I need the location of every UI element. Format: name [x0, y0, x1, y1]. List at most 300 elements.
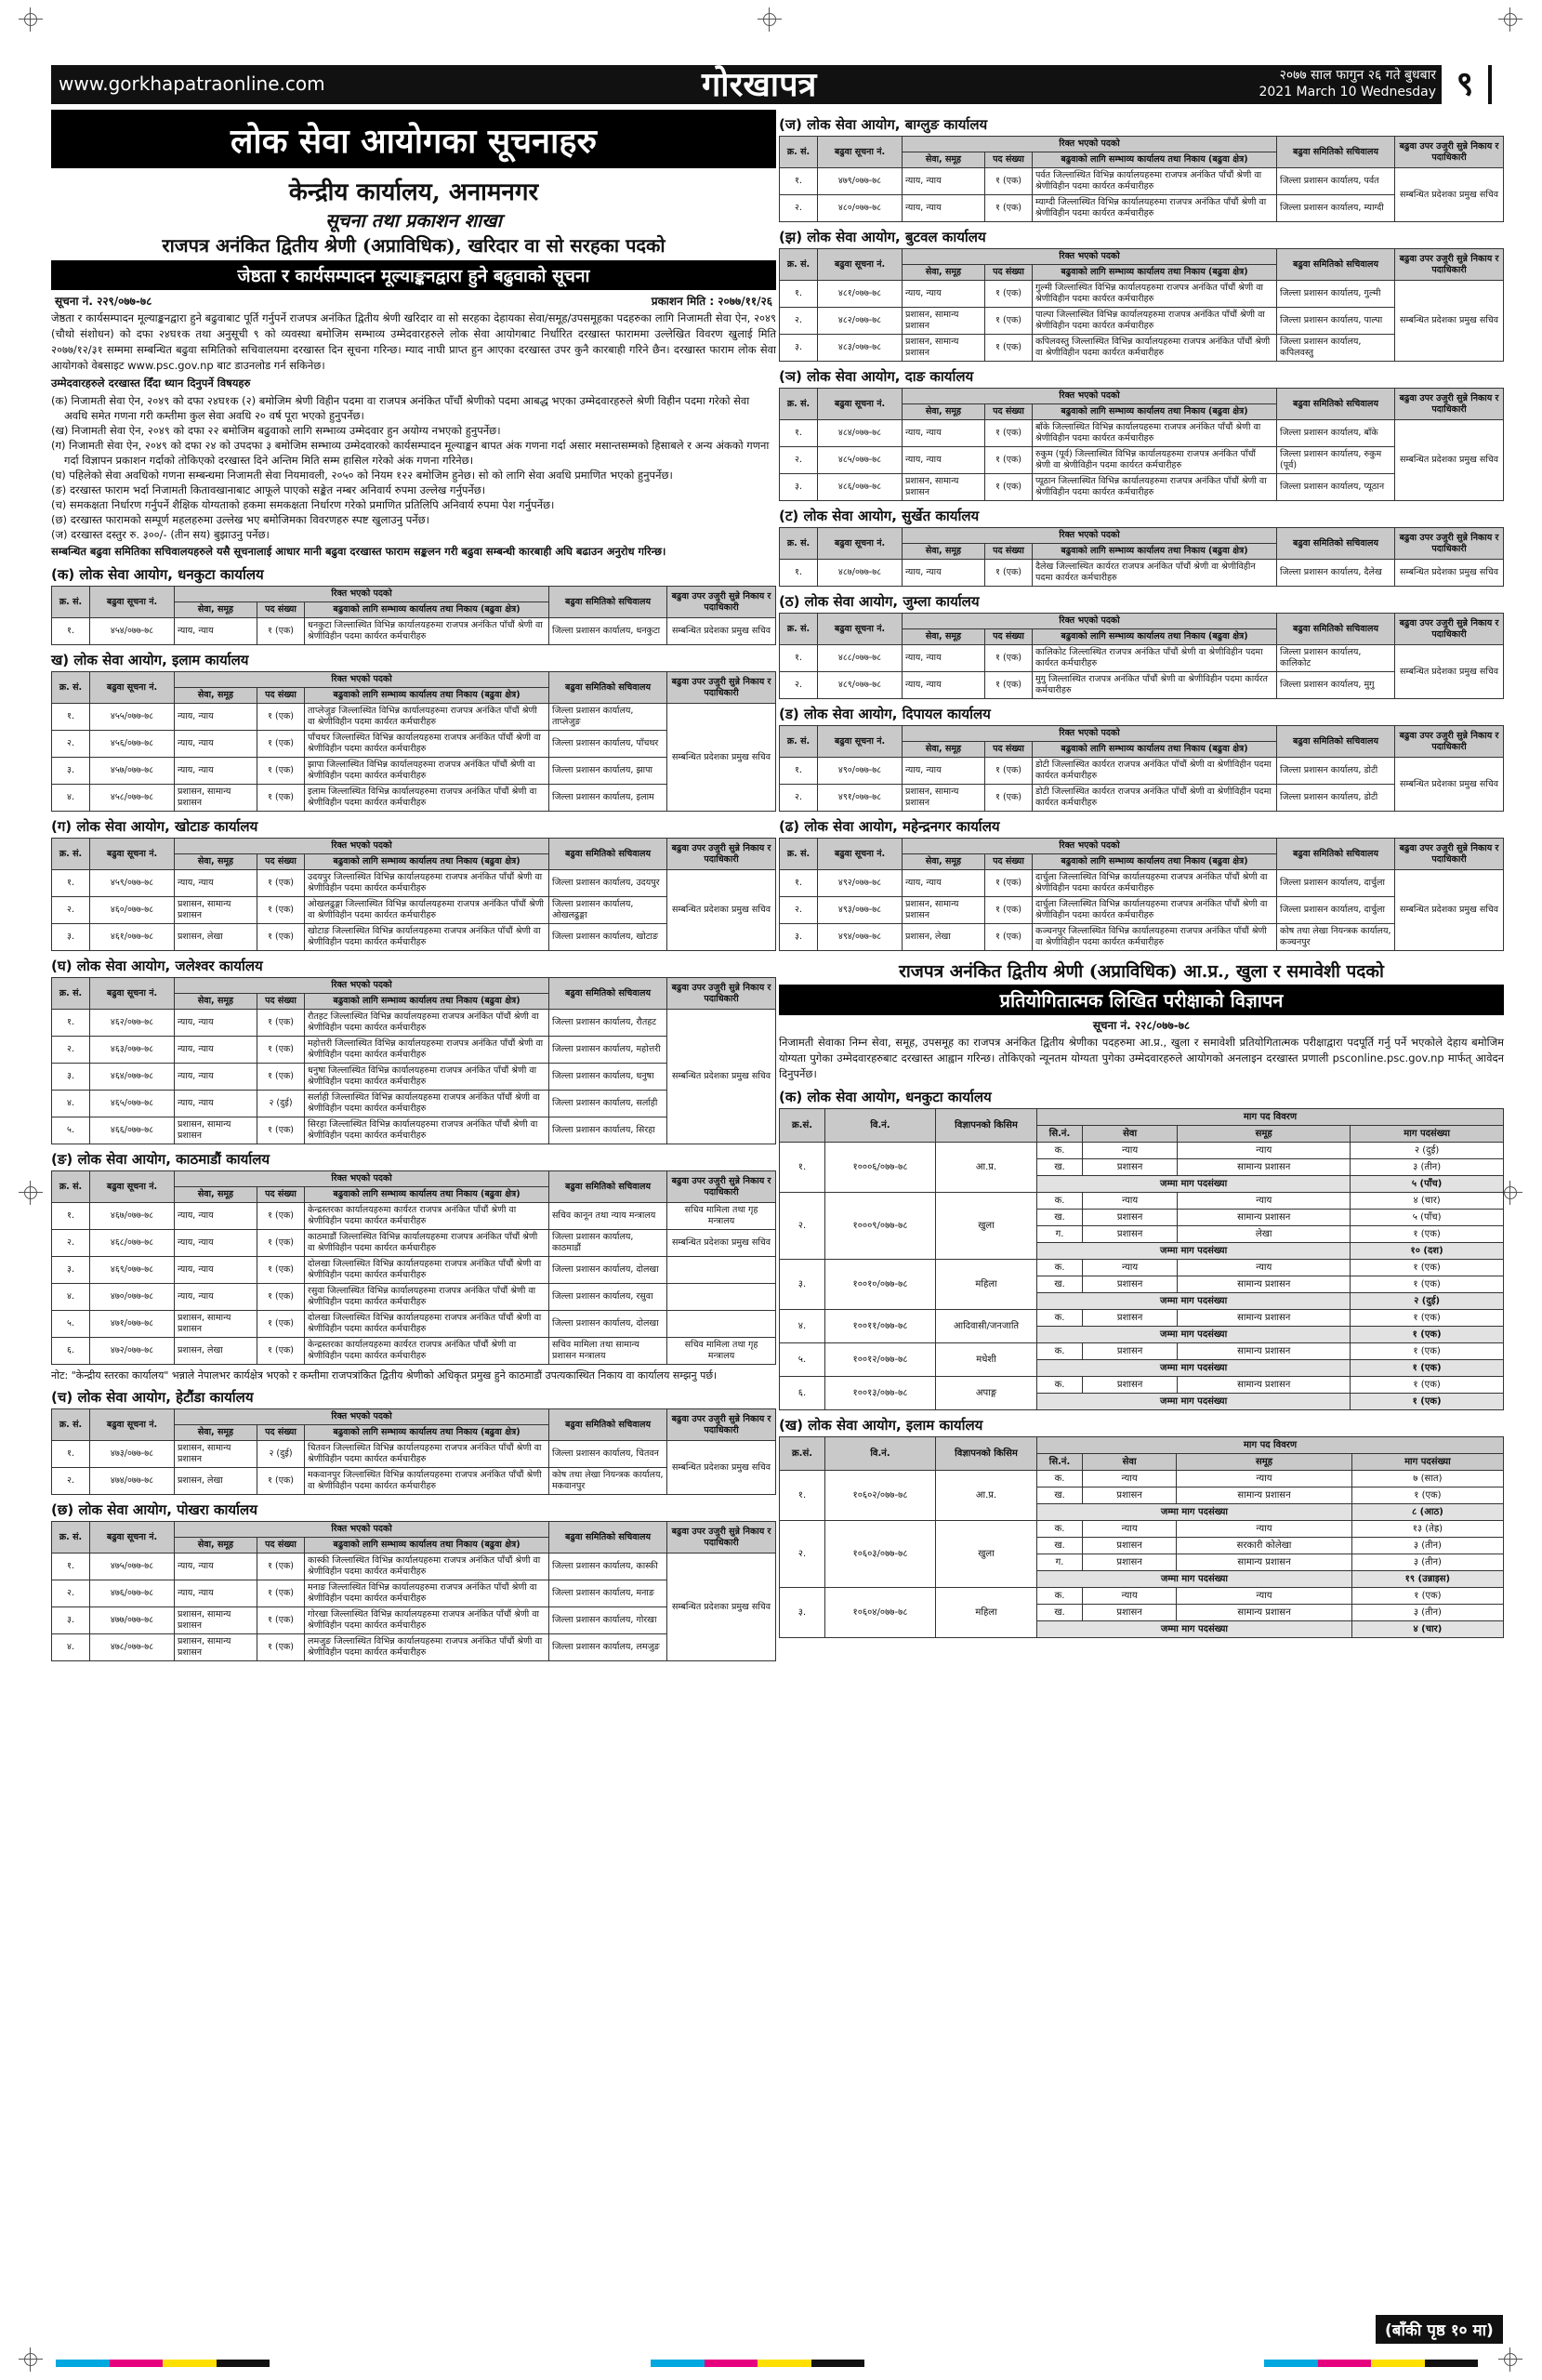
table-cell: जिल्ला प्रशासन कार्यालय, गुल्मी — [1277, 281, 1395, 308]
appeal-cell: सम्बन्धित प्रदेशका प्रमुख सचिव — [667, 704, 776, 812]
column-header: पद संख्या — [985, 265, 1033, 281]
column-header: बढुवाको लागि सम्भाव्य कार्यालय तथा निकाय (बढुवा क्षेत्र) — [1033, 544, 1277, 560]
column-header: बढुवा समितिको सचिवालय — [1277, 614, 1395, 645]
column-header: रिक्त भएको पदको — [175, 1409, 549, 1425]
total-label: जम्मा माग पदसंख्या — [1037, 1243, 1351, 1260]
table-cell: ४५९/०७७-७८ — [90, 870, 175, 897]
office-section — [779, 367, 1504, 501]
table-cell: १ (एक) — [257, 1284, 305, 1311]
table-cell: जिल्ला प्रशासन कार्यालय, दोलखा — [549, 1257, 667, 1284]
total-value: ८ (आठ) — [1351, 1504, 1503, 1521]
table-cell: ४५७/०७७-७८ — [90, 758, 175, 785]
table-cell: ५ (पाँच) — [1351, 1210, 1504, 1226]
column-header: बढुवा उपर उजुरी सुन्ने निकाय र पदाधिकारी — [1395, 839, 1504, 870]
table-cell: काठमाडौं जिल्लास्थित विभिन्न कार्यालयहरुमा राजपत्र अनंकित पाँचौं श्रेणी वा श्रेणीविहीन पदमा कार्यरत कर्मचारीहरु — [305, 1230, 549, 1257]
column-header: बढुवा समितिको सचिवालय — [549, 839, 667, 870]
section-title: (ख) लोक सेवा आयोग, इलाम कार्यालय — [779, 1417, 983, 1434]
swatch-magenta — [705, 2360, 758, 2367]
table-cell: ४. — [780, 1310, 825, 1343]
table-cell: ४७१/०७७-७८ — [90, 1311, 175, 1338]
table-cell: ३ (तीन) — [1351, 1554, 1503, 1571]
table-cell: आदिवासी/जनजाति — [936, 1310, 1037, 1343]
table-cell: प्रशासन — [1083, 1210, 1178, 1226]
table-cell: क. — [1037, 1260, 1083, 1276]
table-cell: जिल्ला प्रशासन कार्यालय, खोटाङ — [549, 924, 667, 951]
table-cell: प्रशासन, सामान्य प्रशासन — [175, 1441, 257, 1468]
office-section — [51, 1388, 776, 1495]
table-cell: न्याय, न्याय — [903, 645, 985, 672]
section-title: (घ) लोक सेवा आयोग, जलेश्वर कार्यालय — [51, 958, 263, 974]
color-bar — [651, 2360, 864, 2367]
table-cell: १ (एक) — [257, 758, 305, 785]
table-cell: १. — [780, 1143, 825, 1193]
table-cell: २ (दुई) — [1351, 1143, 1504, 1159]
column-header: रिक्त भएको पदको — [175, 839, 549, 854]
table-cell: डोटी जिल्लास्थित कार्यरत राजपत्र अनंकित पाँचौं श्रेणी वा श्रेणीविहीन पदमा कार्यरत कर्मचारीहरु — [1033, 785, 1277, 812]
table-cell: जिल्ला प्रशासन कार्यालय, पाँचथर — [549, 731, 667, 758]
office-section — [51, 957, 776, 1144]
table-cell: १ (एक) — [1351, 1488, 1503, 1504]
table-cell: ४८७/०७७-७८ — [818, 560, 903, 587]
table-cell: १ (एक) — [257, 1064, 305, 1091]
table-cell: १ (एक) — [257, 618, 305, 645]
registration-mark — [1498, 7, 1522, 32]
table-cell: प्रशासन, लेखा — [175, 1468, 257, 1495]
column-header: बढुवा समितिको सचिवालय — [549, 978, 667, 1010]
table-cell: जिल्ला प्रशासन कार्यालय, कालिकोट — [1277, 645, 1395, 672]
appeal-cell — [667, 1311, 776, 1338]
table-cell: ६. — [780, 1377, 825, 1410]
total-value: १ (एक) — [1351, 1327, 1504, 1343]
swatch-cyan — [1264, 2360, 1318, 2367]
table-cell: न्याय — [1178, 1143, 1351, 1159]
table-row — [780, 281, 1504, 308]
table-cell: १. — [52, 870, 90, 897]
table-cell: प्रशासन — [1083, 1343, 1178, 1360]
table-cell: ५. — [52, 1117, 90, 1144]
table-cell: ३. — [52, 1607, 90, 1634]
table-cell: सामान्य प्रशासन — [1178, 1276, 1351, 1293]
column-header: बढुवा समितिको सचिवालय — [549, 587, 667, 618]
column-header: बढुवा उपर उजुरी सुन्ने निकाय र पदाधिकारी — [667, 1409, 776, 1441]
table-cell: १ (एक) — [257, 897, 305, 924]
promotion-table — [51, 671, 776, 812]
table-cell: ३ (तीन) — [1351, 1159, 1504, 1176]
table-cell: १ (एक) — [985, 447, 1033, 474]
column-header: बढुवाको लागि सम्भाव्य कार्यालय तथा निकाय (बढुवा क्षेत्र) — [305, 602, 549, 618]
table-cell: गोरखा जिल्लास्थित विभिन्न कार्यालयहरुमा राजपत्र अनंकित पाँचौं श्रेणी वा श्रेणीविहीन पदमा कार्यरत कर्मचारीहरु — [305, 1607, 549, 1634]
table-cell: ४७३/०७७-७८ — [90, 1441, 175, 1468]
table-cell: प्रशासन — [1083, 1276, 1178, 1293]
promotion-table — [779, 613, 1504, 699]
website-url[interactable]: www.gorkhapatraonline.com — [59, 73, 325, 95]
table-cell: मधेशी — [936, 1343, 1037, 1377]
column-header: बढुवा सूचना नं. — [90, 978, 175, 1010]
column-header: सेवा, समूह — [903, 265, 985, 281]
column-header: पद संख्या — [257, 1187, 305, 1203]
table-cell: १ (एक) — [1351, 1310, 1504, 1327]
table-cell: १ (एक) — [257, 1037, 305, 1064]
table-cell: ४६६/०७७-७८ — [90, 1117, 175, 1144]
table-cell: १०००९/०७७-७८ — [825, 1193, 936, 1260]
table-row — [780, 1343, 1504, 1360]
column-header: सेवा, समूह — [903, 742, 985, 758]
table-cell: जिल्ला प्रशासन कार्यालय, ओखलढुङ्गा — [549, 897, 667, 924]
column-header: बढुवा समितिको सचिवालय — [1277, 839, 1395, 870]
table-cell: १. — [780, 645, 818, 672]
table-cell: ४७४/०७७-७८ — [90, 1468, 175, 1495]
column-header: क्र. सं. — [52, 978, 90, 1010]
column-header: पद संख्या — [985, 742, 1033, 758]
registration-mark — [19, 7, 43, 32]
column-header: सेवा — [1083, 1126, 1178, 1143]
section-title: (क) लोक सेवा आयोग, धनकुटा कार्यालय — [779, 1089, 992, 1105]
table-cell: १ (एक) — [985, 785, 1033, 812]
right-column — [779, 110, 1504, 1638]
table-cell: क. — [1037, 1343, 1083, 1360]
section-title: (ङ) लोक सेवा आयोग, काठमाडौं कार्यालय — [51, 1151, 270, 1168]
column-header: बढुवा उपर उजुरी सुन्ने निकाय र पदाधिकारी — [1395, 528, 1504, 560]
table-cell: जिल्ला प्रशासन कार्यालय, धनकुटा — [549, 618, 667, 645]
column-header: सेवा, समूह — [903, 152, 985, 168]
table-cell: जिल्ला प्रशासन कार्यालय, मनाङ — [549, 1580, 667, 1607]
table-cell: जिल्ला प्रशासन कार्यालय, सर्लाही — [549, 1091, 667, 1117]
table-cell: रौतहट जिल्लास्थित विभिन्न कार्यालयहरुमा राजपत्र अनंकित पाँचौं श्रेणी वा श्रेणीविहीन पदमा कार्यरत कर्मचारीहरु — [305, 1010, 549, 1037]
column-header: रिक्त भएको पदको — [903, 389, 1277, 404]
table-cell: केन्द्रस्तरका कार्यालयहरुमा कार्यरत राजपत्र अनंकित पाँचौं श्रेणी वा श्रेणीविहीन पदमा कार्यरत कर्मचारीहरु — [305, 1203, 549, 1230]
table-cell: प्रशासन, लेखा — [175, 1338, 257, 1365]
table-cell: सिरहा जिल्लास्थित विभिन्न कार्यालयहरुमा राजपत्र अनंकित पाँचौं श्रेणी वा श्रेणीविहीन पदमा कार्यरत कर्मचारीहरु — [305, 1117, 549, 1144]
table-cell: १ (एक) — [257, 1554, 305, 1580]
table-cell: १ (एक) — [1351, 1226, 1504, 1243]
table-cell: जिल्ला प्रशासन कार्यालय, उदयपुर — [549, 870, 667, 897]
newspaper-header — [51, 65, 1492, 104]
table-cell: १. — [780, 560, 818, 587]
table-cell: कास्की जिल्लास्थित विभिन्न कार्यालयहरुमा राजपत्र अनंकित पाँचौं श्रेणी वा श्रेणीविहीन पदमा कार्यरत कर्मचारीहरु — [305, 1554, 549, 1580]
table-row — [780, 1260, 1504, 1276]
column-header: बढुवा उपर उजुरी सुन्ने निकाय र पदाधिकारी — [1395, 726, 1504, 758]
table-cell: न्याय, न्याय — [903, 281, 985, 308]
table-cell: ५. — [52, 1311, 90, 1338]
table-cell: १३ (तेह्र) — [1351, 1521, 1503, 1538]
table-cell: दार्चुला जिल्लास्थित विभिन्न कार्यालयहरुमा राजपत्र अनंकित पाँचौं श्रेणी वा श्रेणीविहीन पदमा कार्यरत कर्मचारीहरु — [1033, 870, 1277, 897]
column-header: क्र. सं. — [780, 528, 818, 560]
column-header: पद संख्या — [257, 602, 305, 618]
table-cell: न्याय — [1177, 1521, 1352, 1538]
table-cell: १ (एक) — [257, 1203, 305, 1230]
total-value: १ (एक) — [1351, 1360, 1504, 1377]
table-row — [780, 420, 1504, 447]
office-section — [51, 1501, 776, 1661]
appeal-cell: सम्बन्धित प्रदेशका प्रमुख सचिव — [1395, 870, 1504, 951]
table-cell: क. — [1037, 1310, 1083, 1327]
table-cell: ४६३/०७७-७८ — [90, 1037, 175, 1064]
table-cell: ४७७/०७७-७८ — [90, 1607, 175, 1634]
column-header: रिक्त भएको पदको — [175, 587, 549, 602]
table-cell: न्याय, न्याय — [175, 1010, 257, 1037]
table-cell: खुला — [936, 1193, 1037, 1260]
table-cell: जिल्ला प्रशासन कार्यालय, बाँके — [1277, 420, 1395, 447]
table-row — [780, 1521, 1504, 1538]
table-cell: १०००६/०७७-७८ — [825, 1143, 936, 1193]
swatch-black — [217, 2360, 270, 2367]
table-cell: १ (एक) — [985, 168, 1033, 195]
table-cell: जिल्ला प्रशासन कार्यालय, दार्चुला — [1277, 897, 1395, 924]
column-header: विज्ञापनको किसिम — [936, 1437, 1037, 1471]
table-cell: प्रशासन — [1083, 1538, 1177, 1554]
table-cell: ४७८/०७७-७८ — [90, 1634, 175, 1661]
table-cell: १ (एक) — [985, 281, 1033, 308]
table-cell: न्याय, न्याय — [175, 1284, 257, 1311]
column-header: रिक्त भएको पदको — [175, 672, 549, 688]
column-header: क्र. सं. — [52, 1409, 90, 1441]
date-english: 2021 March 10 Wednesday — [1259, 85, 1436, 99]
table-cell: ४६५/०७७-७८ — [90, 1091, 175, 1117]
table-cell: ४८१/०७७-७८ — [818, 281, 903, 308]
exam-notice-no: सूचना नं. २२८/०७७-७८ — [1092, 1019, 1191, 1032]
column-header: बढुवाको लागि सम्भाव्य कार्यालय तथा निकाय (बढुवा क्षेत्र) — [1033, 152, 1277, 168]
table-cell: ४८२/०७७-७८ — [818, 308, 903, 335]
table-cell: १. — [780, 758, 818, 785]
table-cell: रुकुम (पूर्व) जिल्लास्थित विभिन्न कार्यालयहरुमा राजपत्र अनंकित पाँचौं श्रेणी वा श्रेणीविहीन पदमा कार्यरत कर्मचारीहरु — [1033, 447, 1277, 474]
column-header: माग पदसंख्या — [1351, 1454, 1503, 1471]
table-cell: प्रशासन, लेखा — [903, 924, 985, 951]
column-header: बढुवा सूचना नं. — [90, 587, 175, 618]
table-cell: १. — [780, 168, 818, 195]
column-header: क्र. सं. — [780, 726, 818, 758]
column-header: बढुवा समितिको सचिवालय — [549, 1171, 667, 1203]
table-cell: ४८६/०७७-७८ — [818, 474, 903, 501]
table-cell: जिल्ला प्रशासन कार्यालय, धनुषा — [549, 1064, 667, 1091]
total-label: जम्मा माग पदसंख्या — [1037, 1327, 1351, 1343]
column-header: बढुवाको लागि सम्भाव्य कार्यालय तथा निकाय (बढुवा क्षेत्र) — [305, 854, 549, 870]
column-header: सेवा, समूह — [903, 854, 985, 870]
column-header: पद संख्या — [257, 1538, 305, 1554]
table-cell: महोत्तरी जिल्लास्थित विभिन्न कार्यालयहरुमा राजपत्र अनंकित पाँचौं श्रेणी वा श्रेणीविहीन पदमा कार्यरत कर्मचारीहरु — [305, 1037, 549, 1064]
table-row — [780, 645, 1504, 672]
column-header: बढुवा समितिको सचिवालय — [1277, 528, 1395, 560]
section-title: (ग) लोक सेवा आयोग, खोटाङ कार्यालय — [51, 818, 258, 835]
table-row — [52, 1338, 776, 1365]
table-cell: १ (एक) — [257, 1311, 305, 1338]
table-cell: न्याय, न्याय — [175, 1580, 257, 1607]
column-header: सेवा, समूह — [175, 994, 257, 1010]
table-cell: कञ्चनपुर जिल्लास्थित विभिन्न कार्यालयहरुमा राजपत्र अनंकित पाँचौं श्रेणी वा श्रेणीविहीन पदमा कार्यरत कर्मचारीहरु — [1033, 924, 1277, 951]
table-cell: जिल्ला प्रशासन कार्यालय, चितवन — [549, 1441, 667, 1468]
registration-mark — [19, 2347, 43, 2372]
instruction-item: (क) निजामती सेवा ऐन, २०४९ को दफा २४घ१क (२) बमोजिम श्रेणी विहीन पदमा वा राजपत्र अनंकित पाँचौं श्रेणीको पदमा आबद्ध भएका उम्मेदवारहरुले श्रेणी विहीन पदमा गरेको सेवा अवधि समेत गणना गरी कम्तीमा कुल सेवा अवधि २० वर्ष पूरा भएको हुनुपर्नेछ। — [51, 394, 750, 422]
table-cell: आ.प्र. — [936, 1471, 1037, 1521]
table-cell: जिल्ला प्रशासन कार्यालय, प्यूठान — [1277, 474, 1395, 501]
instruction-item: (ख) निजामती सेवा ऐन, २०४९ को दफा २२ बमोजिम बढुवाको लागि सम्भाव्य उम्मेदवार हुन अयोग्य नभएको हुनुपर्नेछ। — [51, 424, 501, 437]
column-header: रिक्त भएको पदको — [175, 978, 549, 994]
column-header: पद संख्या — [985, 854, 1033, 870]
table-cell: १ (एक) — [257, 924, 305, 951]
table-cell: ४५८/०७७-७८ — [90, 785, 175, 812]
column-header: पद संख्या — [257, 854, 305, 870]
table-cell: १ (एक) — [257, 1607, 305, 1634]
column-header: बढुवा उपर उजुरी सुन्ने निकाय र पदाधिकारी — [1395, 137, 1504, 168]
column-header: सेवा, समूह — [175, 1538, 257, 1554]
table-cell: १ (एक) — [257, 1580, 305, 1607]
column-header: बढुवाको लागि सम्भाव्य कार्यालय तथा निकाय (बढुवा क्षेत्र) — [305, 688, 549, 704]
table-cell: कोष तथा लेखा नियन्त्रक कार्यालय, मकवानपुर — [549, 1468, 667, 1495]
table-cell: जिल्ला प्रशासन कार्यालय, महोत्तरी — [549, 1037, 667, 1064]
column-header: पद संख्या — [985, 629, 1033, 645]
column-header: बढुवा उपर उजुरी सुन्ने निकाय र पदाधिकारी — [667, 1522, 776, 1554]
table-cell: न्याय, न्याय — [903, 447, 985, 474]
column-header: पद संख्या — [985, 404, 1033, 420]
table-cell: प्यूठान जिल्लास्थित विभिन्न कार्यालयहरुमा राजपत्र अनंकित पाँचौं श्रेणी वा श्रेणीविहीन पदमा कार्यरत कर्मचारीहरु — [1033, 474, 1277, 501]
table-row — [52, 870, 776, 897]
table-cell: १ (एक) — [985, 474, 1033, 501]
table-row — [52, 1284, 776, 1311]
table-row — [52, 1554, 776, 1580]
column-header: रिक्त भएको पदको — [903, 726, 1277, 742]
table-cell: १. — [52, 618, 90, 645]
table-cell: २. — [780, 672, 818, 699]
table-cell: ४६०/०७७-७८ — [90, 897, 175, 924]
table-cell: ख. — [1037, 1210, 1083, 1226]
table-cell: धनकुटा जिल्लास्थित विभिन्न कार्यालयहरुमा राजपत्र अनंकित पाँचौं श्रेणी वा श्रेणीविहीन पदमा कार्यरत कर्मचारीहरु — [305, 618, 549, 645]
column-header: बढुवा सूचना नं. — [818, 528, 903, 560]
table-cell: ताप्लेजुङ जिल्लास्थित विभिन्न कार्यालयहरुमा राजपत्र अनंकित पाँचौं श्रेणी वा श्रेणीविहीन पदमा कार्यरत कर्मचारीहरु — [305, 704, 549, 731]
column-header: सि.नं. — [1037, 1454, 1083, 1471]
table-cell: मकवानपुर जिल्लास्थित विभिन्न कार्यालयहरुमा राजपत्र अनंकित पाँचौं श्रेणी वा श्रेणीविहीन पदमा कार्यरत कर्मचारीहरु — [305, 1468, 549, 1495]
column-header: पद संख्या — [257, 688, 305, 704]
table-row — [780, 1377, 1504, 1394]
office-section — [779, 228, 1504, 362]
table-cell: क. — [1037, 1471, 1083, 1488]
table-cell: कपिलवस्तु जिल्लास्थित विभिन्न कार्यालयहरुमा राजपत्र अनंकित पाँचौं श्रेणी वा श्रेणीविहीन पदमा कार्यरत कर्मचारीहरु — [1033, 335, 1277, 362]
appeal-cell: सम्बन्धित प्रदेशका प्रमुख सचिव — [667, 618, 776, 645]
table-cell: जिल्ला प्रशासन कार्यालय, काठमाडौं — [549, 1230, 667, 1257]
total-label: जम्मा माग पदसंख्या — [1037, 1360, 1351, 1377]
column-header: रिक्त भएको पदको — [903, 249, 1277, 265]
column-header: समूह — [1177, 1454, 1352, 1471]
column-header: माग पद विवरण — [1037, 1437, 1504, 1454]
table-cell: ४. — [52, 1091, 90, 1117]
table-cell: १ (एक) — [985, 672, 1033, 699]
table-row — [780, 758, 1504, 785]
footnote: नोट: "केन्द्रीय स्तरका कार्यालय" भन्नाले नेपालभर कार्यक्षेत्र भएको र कम्तीमा राजपत्रांकित द्वितीय श्रेणीको अधिकृत प्रमुख हुने काठमाडौं उपत्यकास्थित निकाय वा कार्यालय सम्झनु पर्छ। — [51, 1369, 718, 1382]
office-section — [779, 705, 1504, 812]
table-row — [52, 618, 776, 645]
table-cell: प्रशासन — [1083, 1488, 1177, 1504]
left-sections — [51, 565, 776, 1365]
table-cell: १ (एक) — [1351, 1343, 1504, 1360]
table-cell: कोष तथा लेखा नियन्त्रक कार्यालय, कञ्चनपुर — [1277, 924, 1395, 951]
table-cell: ४५४/०७७-७८ — [90, 618, 175, 645]
total-value: ५ (पाँच) — [1351, 1176, 1504, 1193]
table-cell: न्याय, न्याय — [903, 195, 985, 222]
table-cell: सचिव मामिला तथा सामान्य प्रशासन मन्त्रालय — [549, 1338, 667, 1365]
column-header: बढुवा उपर उजुरी सुन्ने निकाय र पदाधिकारी — [667, 978, 776, 1010]
exam-table — [779, 1108, 1504, 1410]
table-cell: १ (एक) — [1351, 1377, 1504, 1394]
table-cell: प्रशासन — [1083, 1226, 1178, 1243]
table-cell: ४९०/०७७-७८ — [818, 758, 903, 785]
column-header: बढुवा समितिको सचिवालय — [1277, 249, 1395, 281]
promotion-table — [779, 248, 1504, 362]
total-value: १९ (उन्नाइस) — [1351, 1571, 1503, 1588]
instruction-item: (ज) दरखास्त दस्तुर रु. ३००/- (तीन सय) बुझाउनु पर्नेछ। — [51, 528, 270, 541]
table-cell: प्रशासन — [1083, 1310, 1178, 1327]
column-header: बढुवाको लागि सम्भाव्य कार्यालय तथा निकाय (बढुवा क्षेत्र) — [1033, 404, 1277, 420]
column-header: बढुवा समितिको सचिवालय — [549, 672, 667, 704]
publication-date: प्रकाशन मिति : २०७७/११/२६ — [651, 295, 772, 308]
swatch-black — [1425, 2360, 1479, 2367]
swatch-yellow — [758, 2360, 811, 2367]
color-bar — [1264, 2360, 1478, 2367]
column-header: क्र. सं. — [780, 137, 818, 168]
notice-intro: जेष्ठता र कार्यसम्पादन मूल्याङ्कनद्वारा हुने बढुवाबाट पूर्ति गर्नुपर्ने राजपत्र अनंकित द्वितीय श्रेणी खरिदार वा सो सरहका देहायका सेवा/समूह/उपसमूहका पदहरुका लागि निजामती सेवा ऐन, २०४९ (चौथो संशोधन) को दफा २४घ१क तथा अनुसूची ९ को व्यवस्था बमोजिम सम्भाव्य उम्मेदवारहरुले लोक सेवा आयोगबाट निर्धारित दरखास्त फाराममा उल्लेखित विवरण खुलाई मिति २०७७/१२/३१ सम्ममा सम्बन्धित बढुवा समितिको सचिवालयमा दरखास्त दिन सूचना गरिन्छ। म्याद नाघी प्राप्त हुन आएका दरखास्त उपर कुनै कारबाही गरिने छैन। दरखास्त फाराम लोक सेवा आयोगको वेबसाइट www.psc.gov.np बाट डाउनलोड गर्न सकिनेछ। — [51, 311, 776, 372]
swatch-cyan — [56, 2360, 110, 2367]
total-label: जम्मा माग पदसंख्या — [1037, 1571, 1352, 1588]
table-cell: ४८८/०७७-७८ — [818, 645, 903, 672]
table-row — [52, 704, 776, 731]
column-header: बढुवाको लागि सम्भाव्य कार्यालय तथा निकाय (बढुवा क्षेत्र) — [1033, 742, 1277, 758]
table-cell: केन्द्रस्तरका कार्यालयहरुमा कार्यरत राजपत्र अनंकित पाँचौं श्रेणी वा श्रेणीविहीन पदमा कार्यरत कर्मचारीहरु — [305, 1338, 549, 1365]
table-cell: म्याग्दी जिल्लास्थित विभिन्न कार्यालयहरुमा राजपत्र अनंकित पाँचौं श्रेणी वा श्रेणीविहीन पदमा कार्यरत कर्मचारीहरु — [1033, 195, 1277, 222]
table-cell: ४६७/०७७-७८ — [90, 1203, 175, 1230]
column-header: बढुवा उपर उजुरी सुन्ने निकाय र पदाधिकारी — [1395, 614, 1504, 645]
table-cell: रसुवा जिल्लास्थित विभिन्न कार्यालयहरुमा राजपत्र अनंकित पाँचौं श्रेणी वा श्रेणीविहीन पदमा कार्यरत कर्मचारीहरु — [305, 1284, 549, 1311]
table-cell: कालिकोट जिल्लास्थित राजपत्र अनंकित पाँचौं श्रेणी वा श्रेणीविहीन पदमा कार्यरत कर्मचारीहरु — [1033, 645, 1277, 672]
table-row — [52, 1203, 776, 1230]
table-cell: १ (एक) — [257, 870, 305, 897]
table-cell: १ (एक) — [985, 758, 1033, 785]
table-cell: प्रशासन, सामान्य प्रशासन — [903, 785, 985, 812]
table-cell: ख. — [1037, 1488, 1083, 1504]
column-header: बढुवा सूचना नं. — [818, 614, 903, 645]
instructions-heading: उम्मेदवारहरुले दरखास्त दिँदा ध्यान दिनुपर्ने विषयहरु — [51, 377, 251, 390]
appeal-cell: सम्बन्धित प्रदेशका प्रमुख सचिव — [667, 870, 776, 951]
section-title: (ठ) लोक सेवा आयोग, जुम्ला कार्यालय — [779, 593, 980, 610]
column-header: पद संख्या — [985, 152, 1033, 168]
table-cell: २ (दुई) — [257, 1091, 305, 1117]
office-section — [779, 115, 1504, 222]
table-row — [780, 870, 1504, 897]
table-cell: जिल्ला प्रशासन कार्यालय, रसुवा — [549, 1284, 667, 1311]
table-cell: १. — [52, 704, 90, 731]
column-header: बढुवा उपर उजुरी सुन्ने निकाय र पदाधिकारी — [667, 587, 776, 618]
office-section — [51, 817, 776, 951]
table-cell: दार्चुला जिल्लास्थित विभिन्न कार्यालयहरुमा राजपत्र अनंकित पाँचौं श्रेणी वा श्रेणीविहीन पदमा कार्यरत कर्मचारीहरु — [1033, 897, 1277, 924]
table-cell: २ (दुई) — [257, 1441, 305, 1468]
table-cell: क. — [1037, 1143, 1083, 1159]
column-header: रिक्त भएको पदको — [175, 1522, 549, 1538]
table-cell: २. — [780, 447, 818, 474]
instruction-item: (च) समकक्षता निर्धारण गर्नुपर्ने शैक्षिक योग्यताको हकमा समकक्षता निर्धारण गरेको प्रमाणित प्रतिलिपि अनिवार्य रुपमा पेश गर्नुपर्नेछ। — [51, 498, 555, 511]
office-section — [779, 507, 1504, 587]
table-cell: १ (एक) — [985, 897, 1033, 924]
table-cell: डोटी जिल्लास्थित कार्यरत राजपत्र अनंकित पाँचौं श्रेणी वा श्रेणीविहीन पदमा कार्यरत कर्मचारीहरु — [1033, 758, 1277, 785]
table-row — [52, 1230, 776, 1257]
table-row — [780, 1143, 1504, 1159]
total-value: १ (एक) — [1351, 1394, 1504, 1410]
table-cell: जिल्ला प्रशासन कार्यालय, डोटी — [1277, 785, 1395, 812]
appeal-cell — [667, 1257, 776, 1284]
promotion-table — [51, 1170, 776, 1365]
table-cell: ३. — [780, 1588, 825, 1638]
exam-table — [779, 1436, 1504, 1638]
registration-mark — [758, 7, 782, 32]
column-header: बढुवाको लागि सम्भाव्य कार्यालय तथा निकाय (बढुवा क्षेत्र) — [1033, 265, 1277, 281]
swatch-yellow — [163, 2360, 217, 2367]
table-cell: दोलखा जिल्लास्थित विभिन्न कार्यालयहरुमा राजपत्र अनंकित पाँचौं श्रेणी वा श्रेणीविहीन पदमा कार्यरत कर्मचारीहरु — [305, 1257, 549, 1284]
table-cell: न्याय, न्याय — [175, 618, 257, 645]
